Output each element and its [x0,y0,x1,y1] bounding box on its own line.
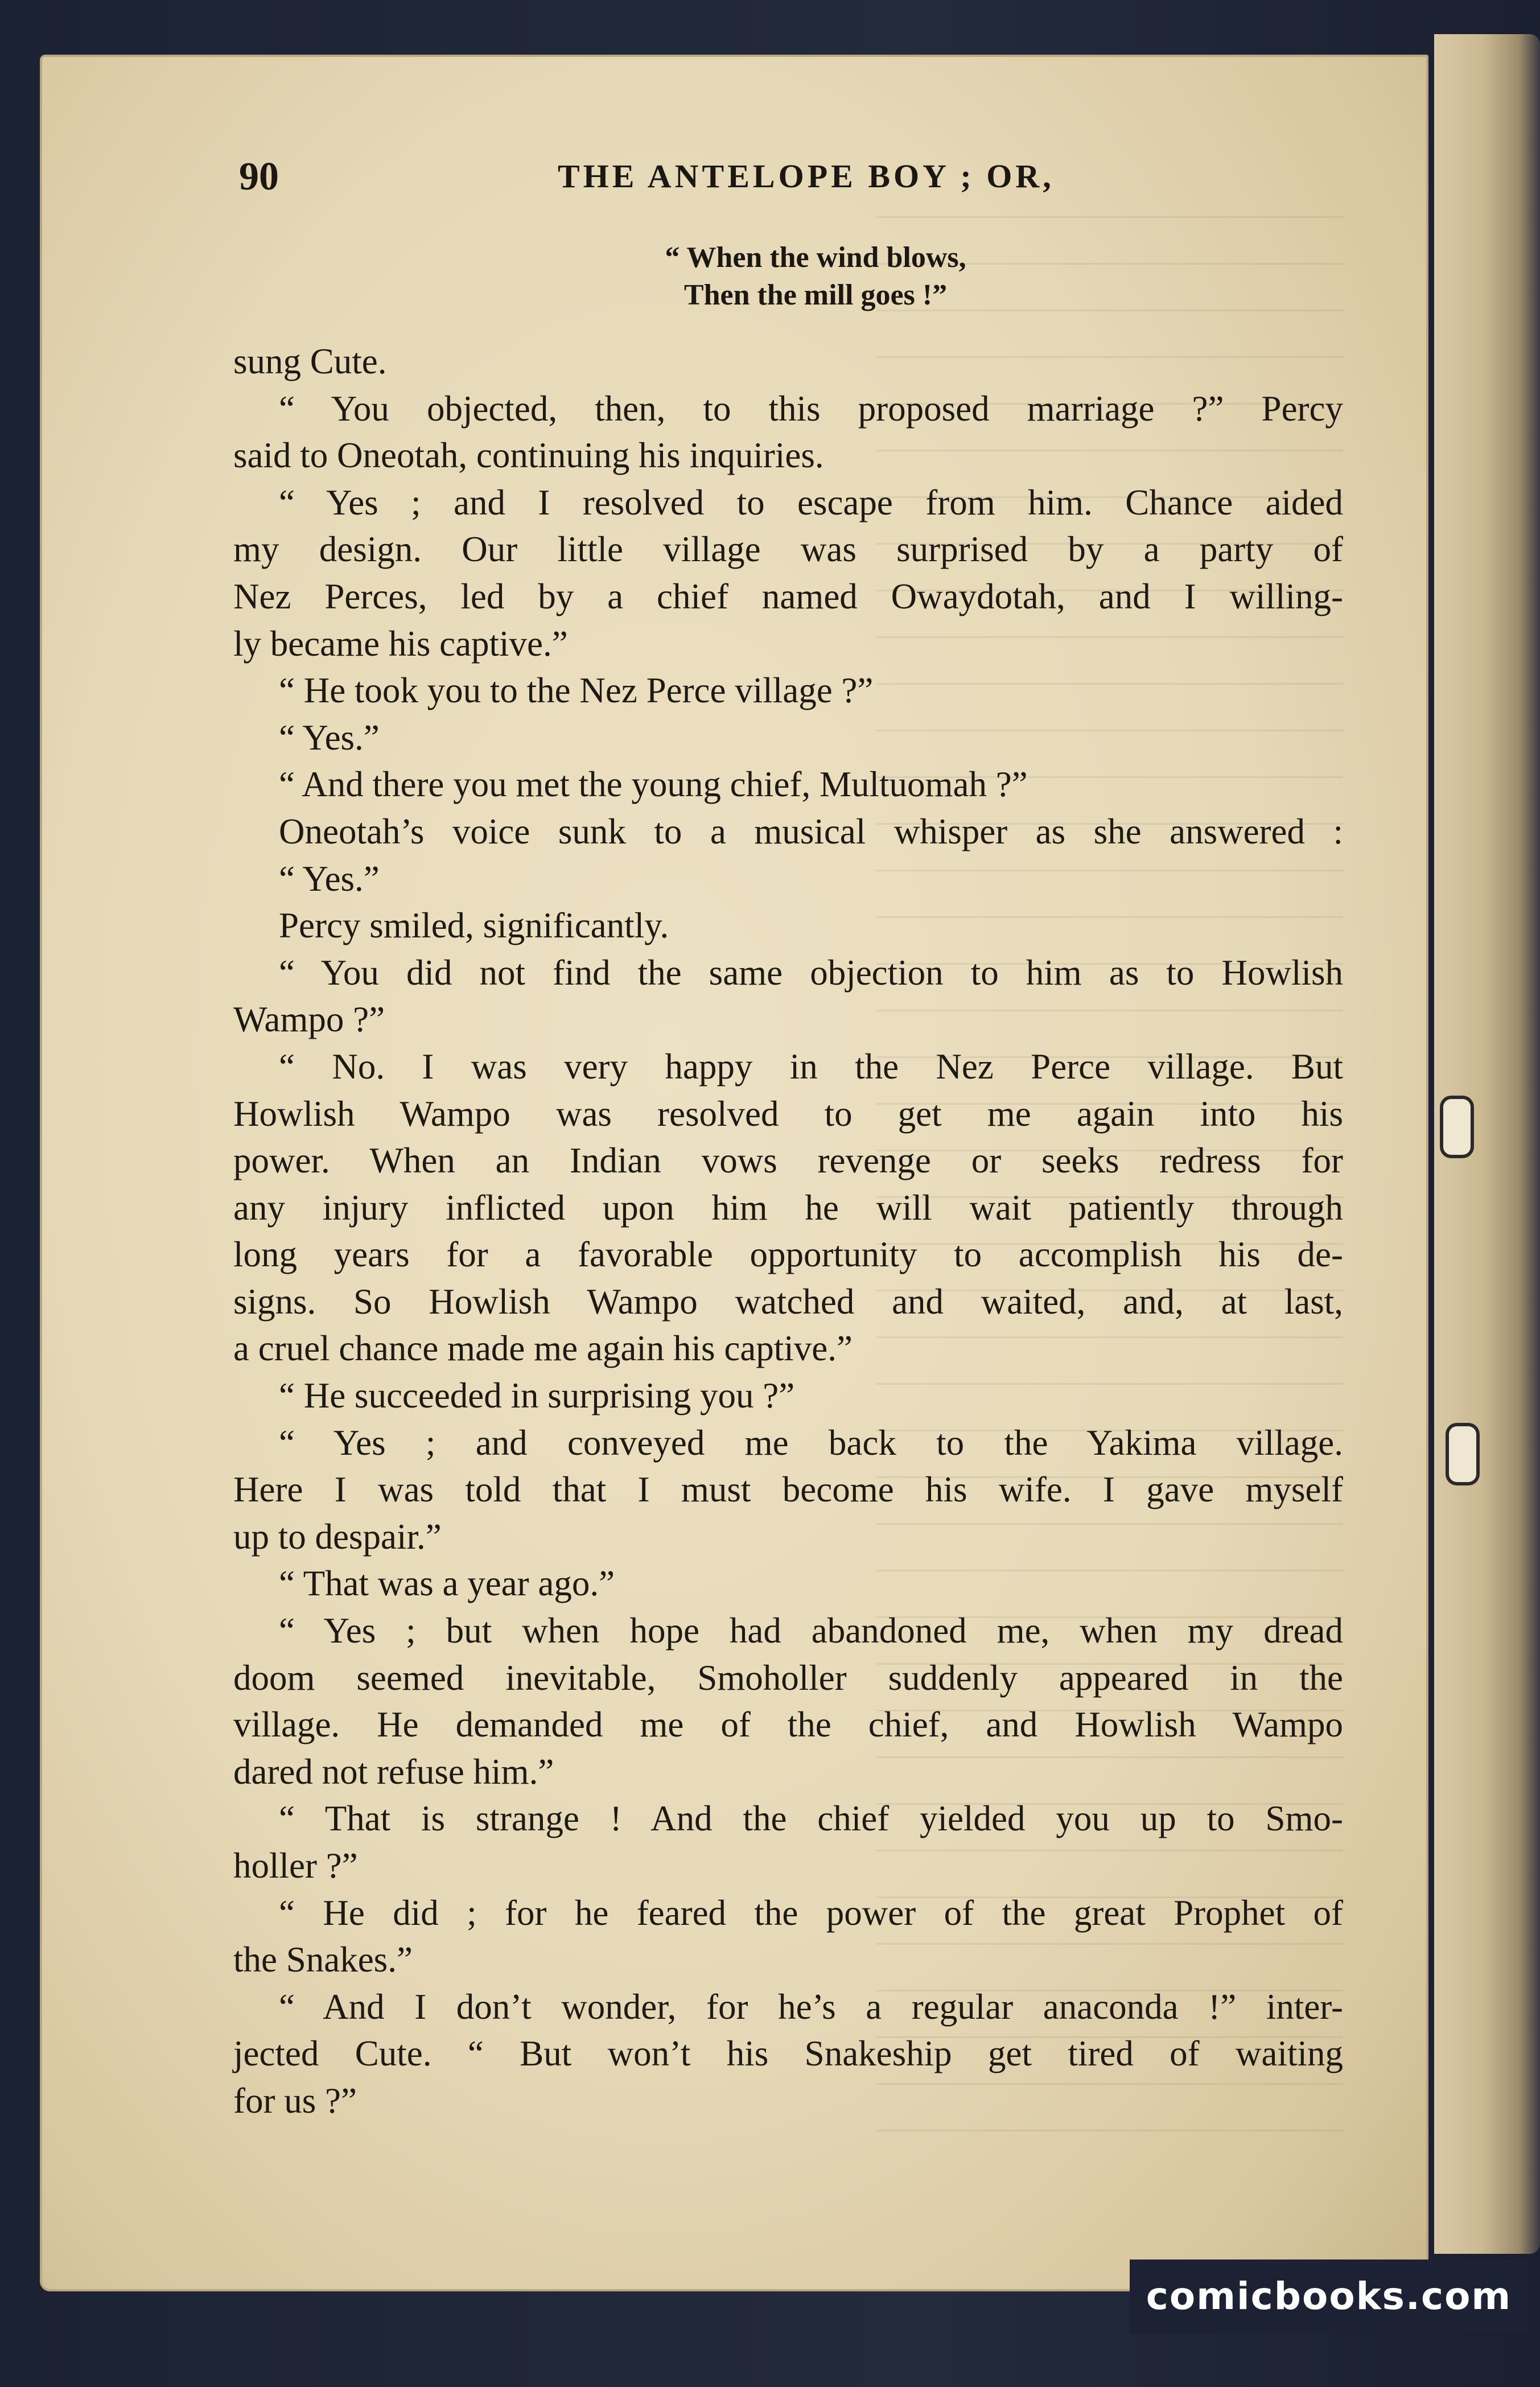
page-number: 90 [239,155,279,199]
text-line: long years for a favorable opportunity to accomplish his de- [233,1234,1343,1275]
text-line: Percy smiled, significantly. [279,906,669,946]
text-line: “ And there you met the young chief, Multuomah ?” [279,764,1028,805]
verse-line: Then the mill goes !” [683,279,948,311]
text-line: “ That was a year ago.” [279,1563,615,1604]
text-line: holler ?” [233,1846,358,1886]
body-text [233,338,1343,2125]
text-line: doom seemed inevitable, Smoholler suddenly appeared in the [233,1657,1343,1698]
text-line: dared not refuse him.” [233,1751,554,1792]
text-line: “ Yes ; and I resolved to escape from him. Chance aided [279,482,1343,522]
text-line: Here I was told that I must become his wife. I gave myself [233,1470,1343,1510]
text-line: up to despair.” [233,1516,442,1557]
text-line: a cruel chance made me again his captive.” [233,1328,853,1369]
text-line: “ That is strange ! And the chief yielded you up to Smo- [279,1799,1343,1839]
text-line: “ Yes ; but when hope had abandoned me, when my dread [279,1611,1343,1651]
watermark: comicbooks.com [1130,2260,1528,2334]
text-line: “ And I don’t wonder, for he’s a regular anaconda !” inter- [279,1986,1343,2027]
text-line: “ He did ; for he feared the power of the great Prophet of [279,1892,1343,1933]
text-line: village. He demanded me of the chief, and Howlish Wampo [233,1705,1343,1745]
text-line: “ He succeeded in surprising you ?” [279,1376,795,1416]
binding-thread [1440,1096,1474,1158]
text-line: “ Yes ; and conveyed me back to the Yakima village. [279,1422,1343,1463]
text-line: Nez Perces, led by a chief named Owaydotah, and I willing- [233,576,1343,616]
running-head: THE ANTELOPE BOY ; OR, [558,158,1055,195]
text-line: “ You objected, then, to this proposed marriage ?” Percy [279,388,1343,429]
text-line: “ Yes.” [279,858,380,899]
page-header [239,100,1537,199]
text-line: “ You did not find the same objection to him as to Howlish [279,952,1343,993]
text-line: signs. So Howlish Wampo watched and waited, and, at last, [233,1281,1343,1322]
text-line: for us ?” [233,2080,357,2121]
text-line: said to Oneotah, continuing his inquiries. [233,435,824,476]
text-line: sung Cute. [233,341,387,381]
text-line: “ No. I was very happy in the Nez Perce village. But [279,1046,1343,1087]
text-line: power. When an Indian vows revenge or seeks redress for [233,1141,1343,1181]
binding-thread [1446,1423,1480,1485]
text-line: any injury inflicted upon him he will wait patiently through [233,1187,1343,1228]
text-line: Howlish Wampo was resolved to get me again into his [233,1093,1343,1134]
text-line: the Snakes.” [233,1940,413,1980]
text-line: ly became his captive.” [233,623,568,664]
text-line: Oneotah’s voice sunk to a musical whisper as she answered : [279,811,1343,851]
text-line: my design. Our little village was surprised by a party of [233,529,1343,570]
verse-quote [0,239,1540,314]
text-line: jected Cute. “ But won’t his Snakeship get tired of waiting [233,2034,1343,2074]
text-line: “ He took you to the Nez Perce village ?” [279,670,874,711]
text-line: Wampo ?” [233,999,385,1040]
text-line: “ Yes.” [279,717,380,758]
verse-line: “ When the wind blows, [665,241,966,274]
